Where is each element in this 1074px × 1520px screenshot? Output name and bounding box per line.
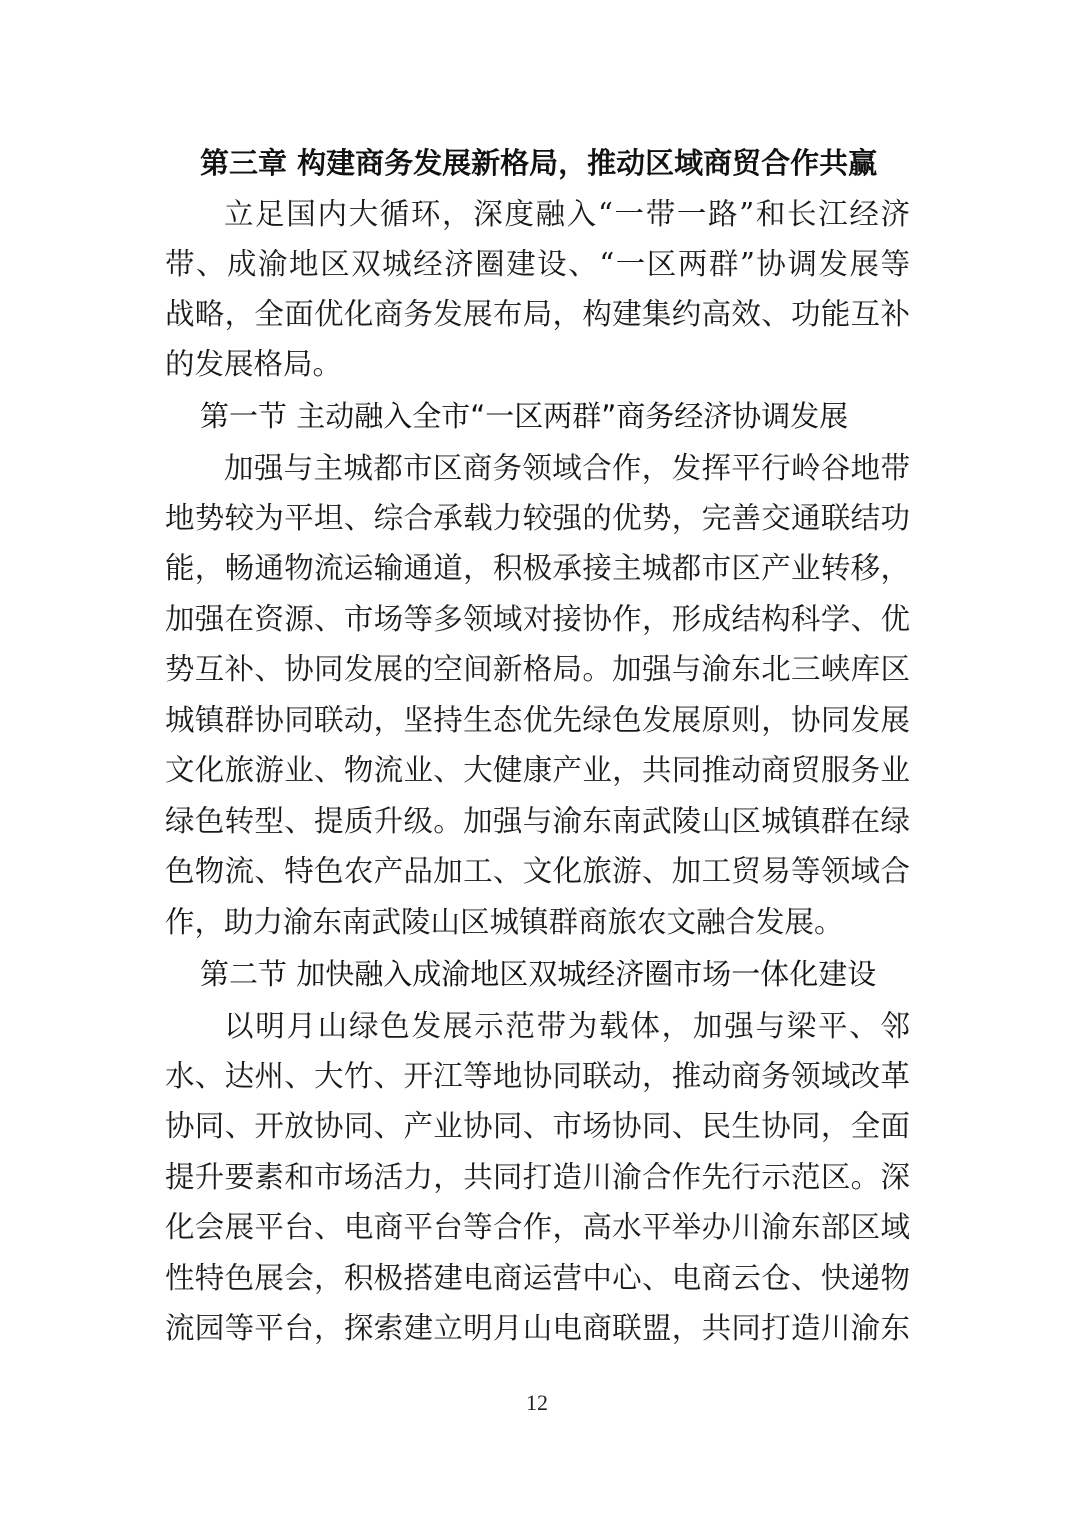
paragraph-line: 文化旅游业、物流业、大健康产业，共同推动商贸服务业	[165, 753, 910, 787]
paragraph-line: 性特色展会，积极搭建电商运营中心、电商云仓、快递物	[165, 1261, 910, 1295]
paragraph-line: 协同、开放协同、产业协同、市场协同、民生协同，全面	[165, 1109, 910, 1143]
paragraph-line: 地势较为平坦、综合承载力较强的优势，完善交通联结功	[165, 501, 910, 535]
paragraph-line: 能，畅通物流运输通道，积极承接主城都市区产业转移，	[165, 551, 910, 585]
paragraph-line: 作，助力渝东南武陵山区城镇群商旅农文融合发展。	[165, 905, 844, 939]
paragraph-line: 提升要素和市场活力，共同打造川渝合作先行示范区。深	[165, 1160, 910, 1194]
chapter-title: 第三章 构建商务发展新格局，推动区域商贸合作共赢	[200, 146, 878, 180]
section-title-1: 第一节 主动融入全市“一区两群”商务经济协调发展	[200, 399, 849, 433]
paragraph-line: 绿色转型、提质升级。加强与渝东南武陵山区城镇群在绿	[165, 804, 910, 838]
paragraph-line: 流园等平台，探索建立明月山电商联盟，共同打造川渝东	[165, 1311, 910, 1345]
paragraph-line: 色物流、特色农产品加工、文化旅游、加工贸易等领域合	[165, 854, 910, 888]
paragraph-line: 带、成渝地区双城经济圈建设、“一区两群”协调发展等	[165, 247, 910, 281]
paragraph-line: 的发展格局。	[165, 347, 343, 381]
section-title-2: 第二节 加快融入成渝地区双城经济圈市场一体化建设	[200, 957, 877, 991]
paragraph-line: 以明月山绿色发展示范带为载体，加强与梁平、邻	[224, 1009, 910, 1043]
paragraph-line: 立足国内大循环，深度融入“一带一路”和长江经济	[224, 197, 910, 231]
paragraph-line: 化会展平台、电商平台等合作，高水平举办川渝东部区域	[165, 1210, 910, 1244]
paragraph-line: 战略，全面优化商务发展布局，构建集约高效、功能互补	[165, 297, 910, 331]
paragraph-line: 加强与主城都市区商务领域合作，发挥平行岭谷地带	[224, 451, 910, 485]
paragraph-line: 加强在资源、市场等多领域对接协作，形成结构科学、优	[165, 602, 910, 636]
paragraph-line: 势互补、协同发展的空间新格局。加强与渝东北三峡库区	[165, 652, 910, 686]
paragraph-line: 城镇群协同联动，坚持生态优先绿色发展原则，协同发展	[165, 703, 910, 737]
page-number: 12	[526, 1390, 548, 1415]
paragraph-line: 水、达州、大竹、开江等地协同联动，推动商务领域改革	[165, 1059, 910, 1093]
